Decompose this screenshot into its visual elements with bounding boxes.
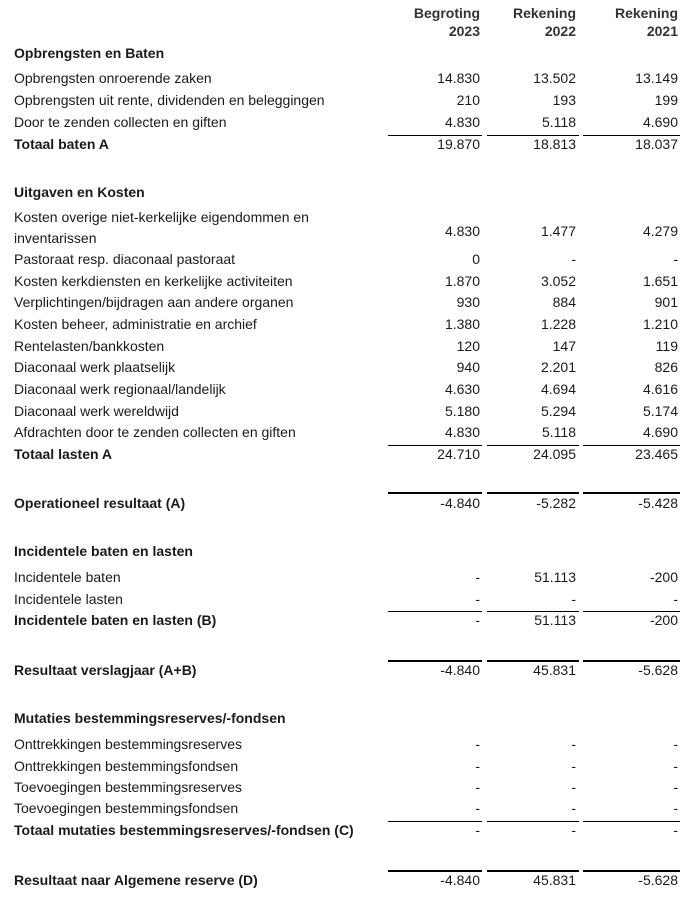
cell-value: - bbox=[571, 251, 576, 267]
table-row bbox=[14, 208, 678, 246]
table-row bbox=[14, 250, 678, 272]
cell-value: 18.813 bbox=[533, 136, 576, 152]
table-row bbox=[14, 380, 678, 402]
cell-value: 4.694 bbox=[540, 381, 576, 397]
subtotal-rule bbox=[583, 821, 680, 822]
cell-value: 940 bbox=[456, 359, 480, 375]
row-label bbox=[14, 778, 242, 796]
cell-value: - bbox=[673, 251, 678, 267]
cell-value: 14.830 bbox=[437, 70, 480, 86]
cell-value: 210 bbox=[456, 92, 480, 108]
cell-value: 0 bbox=[472, 251, 480, 267]
row-label-text: Opbrengsten en Baten bbox=[14, 45, 165, 61]
subtotal-rule bbox=[487, 821, 579, 822]
row-label bbox=[14, 821, 354, 839]
cell-value: 5.180 bbox=[444, 403, 480, 419]
cell-value: - bbox=[475, 822, 480, 838]
cell-value: - bbox=[673, 822, 678, 838]
cell-value: 19.870 bbox=[437, 136, 480, 152]
row-label-text: Kosten beheer, administratie en archief bbox=[14, 316, 257, 332]
row-label bbox=[14, 661, 196, 679]
cell-value: 147 bbox=[552, 338, 576, 354]
total-rule-thick bbox=[487, 492, 579, 494]
row-label bbox=[14, 611, 216, 629]
row-label-text: Diaconaal werk wereldwijd bbox=[14, 403, 179, 419]
row-label bbox=[14, 871, 258, 889]
cell-value: - bbox=[673, 800, 678, 816]
row-label-text: Onttrekkingen bestemmingsfondsen bbox=[14, 758, 239, 774]
row-label-text: Opbrengsten onroerende zaken bbox=[14, 70, 212, 86]
cell-value: 4.830 bbox=[444, 223, 480, 239]
table-row bbox=[14, 315, 678, 337]
cell-value: - bbox=[475, 569, 480, 585]
cell-value: - bbox=[673, 758, 678, 774]
cell-value: 4.616 bbox=[642, 381, 678, 397]
table-row bbox=[14, 494, 678, 516]
column-header-line2: 2023 bbox=[448, 23, 480, 39]
cell-value: -5.628 bbox=[638, 662, 678, 678]
row-label bbox=[14, 590, 123, 608]
subtotal-rule bbox=[388, 611, 482, 612]
subtotal-rule bbox=[583, 611, 680, 612]
table-row bbox=[14, 709, 678, 731]
row-label-text: Door te zenden collecten en giften bbox=[14, 114, 227, 130]
table-row bbox=[14, 293, 678, 315]
cell-value: 4.830 bbox=[444, 424, 480, 440]
row-label-text: Totaal lasten A bbox=[14, 446, 113, 462]
cell-value: - bbox=[673, 779, 678, 795]
cell-value: - bbox=[571, 779, 576, 795]
table-row bbox=[14, 44, 678, 66]
row-label-text: Incidentele baten en lasten bbox=[14, 543, 193, 559]
cell-value: 884 bbox=[552, 294, 576, 310]
row-label-text: Toevoegingen bestemmingsreserves bbox=[14, 779, 243, 795]
cell-value: -4.840 bbox=[440, 495, 480, 511]
row-label-text-line2: inventarissen bbox=[14, 230, 97, 246]
row-label-text: Rentelasten/bankkosten bbox=[14, 338, 165, 354]
total-rule-thick bbox=[487, 870, 579, 872]
cell-value: 120 bbox=[456, 338, 480, 354]
total-rule-thick bbox=[388, 492, 482, 494]
cell-value: 24.710 bbox=[437, 446, 480, 462]
table-row bbox=[14, 402, 678, 424]
cell-value: 18.037 bbox=[635, 136, 678, 152]
cell-value: 23.465 bbox=[635, 446, 678, 462]
cell-value: 2.201 bbox=[540, 359, 576, 375]
row-label bbox=[14, 135, 109, 153]
cell-value: - bbox=[475, 779, 480, 795]
cell-value: -5.628 bbox=[638, 872, 678, 888]
cell-value: 119 bbox=[655, 338, 678, 354]
row-label bbox=[14, 113, 226, 131]
row-label-text: Totaal baten A bbox=[14, 136, 109, 152]
row-label-text: Operationeel resultaat (A) bbox=[14, 495, 186, 511]
cell-value: - bbox=[571, 758, 576, 774]
cell-value: - bbox=[571, 822, 576, 838]
column-header-line1: Rekening bbox=[512, 5, 576, 21]
cell-value: -200 bbox=[649, 612, 678, 628]
cell-value: 5.118 bbox=[542, 114, 576, 130]
subtotal-rule bbox=[487, 611, 579, 612]
subtotal-rule bbox=[583, 445, 680, 446]
row-label-text: Pastoraat resp. diaconaal pastoraat bbox=[14, 251, 236, 267]
table-row bbox=[14, 272, 678, 294]
total-rule-thick bbox=[583, 492, 680, 494]
cell-value: 930 bbox=[456, 294, 480, 310]
table-row bbox=[14, 337, 678, 359]
row-label bbox=[14, 272, 293, 290]
row-label-text: Resultaat verslagjaar (A+B) bbox=[14, 662, 197, 678]
cell-value: 1.228 bbox=[540, 316, 576, 332]
row-label-text: Onttrekkingen bestemmingsreserves bbox=[14, 736, 242, 752]
table-row bbox=[14, 778, 678, 800]
row-label-text: Kosten overige niet-kerkelijke eigendommen en bbox=[14, 209, 309, 225]
total-rule-thick bbox=[583, 870, 680, 872]
table-row bbox=[14, 445, 678, 467]
cell-value: 5.118 bbox=[542, 424, 576, 440]
row-label-text: Afdrachten door te zenden collecten en giften bbox=[14, 424, 296, 440]
row-label-text: Uitgaven en Kosten bbox=[14, 184, 145, 200]
table-row bbox=[14, 757, 678, 779]
cell-value: - bbox=[571, 736, 576, 752]
cell-value: - bbox=[673, 591, 678, 607]
cell-value: 4.690 bbox=[642, 114, 678, 130]
cell-value: -200 bbox=[649, 569, 678, 585]
cell-value: - bbox=[475, 591, 480, 607]
row-label-text: Opbrengsten uit rente, dividenden en beleggingen bbox=[14, 92, 325, 108]
row-label bbox=[14, 799, 238, 817]
row-label bbox=[14, 315, 257, 333]
table-row bbox=[14, 799, 678, 821]
cell-value: 4.630 bbox=[444, 381, 480, 397]
row-label bbox=[14, 337, 164, 355]
row-label-text: Kosten kerkdiensten en kerkelijke activiteiten bbox=[14, 273, 293, 289]
table-row bbox=[14, 69, 678, 91]
table-row bbox=[14, 568, 678, 590]
cell-value: 4.279 bbox=[642, 223, 678, 239]
row-label bbox=[14, 542, 193, 560]
cell-value: 193 bbox=[552, 92, 576, 108]
row-label-text: Incidentele baten bbox=[14, 569, 121, 585]
cell-value: 1.477 bbox=[540, 223, 576, 239]
row-label bbox=[14, 250, 235, 268]
column-header-line2: 2021 bbox=[646, 23, 678, 39]
cell-value: -4.840 bbox=[440, 662, 480, 678]
table-row bbox=[14, 611, 678, 633]
row-label-text: Diaconaal werk regionaal/landelijk bbox=[14, 381, 226, 397]
cell-value: - bbox=[475, 612, 480, 628]
row-label bbox=[14, 494, 185, 512]
table-row bbox=[14, 183, 678, 205]
row-label-text: Incidentele baten en lasten (B) bbox=[14, 612, 217, 628]
row-label bbox=[14, 445, 112, 463]
column-header-rekening-2021 bbox=[588, 4, 678, 40]
row-label bbox=[14, 735, 242, 753]
total-rule-thick bbox=[583, 660, 680, 662]
row-label-text: Diaconaal werk plaatselijk bbox=[14, 359, 176, 375]
table-row bbox=[14, 113, 678, 135]
cell-value: - bbox=[475, 736, 480, 752]
row-label bbox=[14, 568, 121, 586]
row-label bbox=[14, 44, 164, 62]
table-row bbox=[14, 423, 678, 445]
row-label bbox=[14, 423, 296, 441]
cell-value: 1.870 bbox=[444, 273, 480, 289]
cell-value: 199 bbox=[654, 92, 678, 108]
column-header-begroting-2023 bbox=[390, 4, 480, 40]
cell-value: 3.052 bbox=[540, 273, 576, 289]
cell-value: 5.294 bbox=[540, 403, 576, 419]
cell-value: - bbox=[475, 758, 480, 774]
cell-value: 1.380 bbox=[444, 316, 480, 332]
row-label bbox=[14, 69, 212, 87]
row-label bbox=[14, 91, 325, 109]
cell-value: - bbox=[673, 736, 678, 752]
cell-value: 51.113 bbox=[534, 569, 576, 585]
total-rule-thick bbox=[388, 660, 482, 662]
cell-value: 4.830 bbox=[444, 114, 480, 130]
table-row bbox=[14, 135, 678, 157]
cell-value: 1.210 bbox=[642, 316, 678, 332]
row-label-text: Resultaat naar Algemene reserve (D) bbox=[14, 872, 258, 888]
cell-value: 4.690 bbox=[642, 424, 678, 440]
row-label bbox=[14, 709, 286, 727]
table-row bbox=[14, 871, 678, 893]
row-label bbox=[14, 757, 238, 775]
table-row bbox=[14, 821, 678, 843]
table-row bbox=[14, 661, 678, 683]
cell-value: -5.282 bbox=[536, 495, 576, 511]
row-label-text: Incidentele lasten bbox=[14, 591, 123, 607]
cell-value: 13.149 bbox=[635, 70, 678, 86]
cell-value: 13.502 bbox=[533, 70, 576, 86]
table-row bbox=[14, 542, 678, 564]
row-label bbox=[14, 208, 309, 247]
column-header-rekening-2022 bbox=[486, 4, 576, 40]
column-header-line2: 2022 bbox=[544, 23, 576, 39]
row-label bbox=[14, 402, 179, 420]
cell-value: - bbox=[571, 591, 576, 607]
cell-value: 45.831 bbox=[533, 662, 576, 678]
cell-value: - bbox=[571, 800, 576, 816]
cell-value: -5.428 bbox=[638, 495, 678, 511]
row-label-text: Totaal mutaties bestemmingsreserves/-fondsen (C) bbox=[14, 822, 354, 838]
cell-value: 24.095 bbox=[533, 446, 576, 462]
row-label bbox=[14, 183, 145, 201]
subtotal-rule bbox=[388, 445, 482, 446]
row-label bbox=[14, 358, 175, 376]
cell-value: 51.113 bbox=[534, 612, 576, 628]
total-rule-thick bbox=[487, 660, 579, 662]
cell-value: 5.174 bbox=[642, 403, 678, 419]
total-rule-thick bbox=[388, 870, 482, 872]
cell-value: 901 bbox=[654, 294, 678, 310]
subtotal-rule bbox=[583, 135, 680, 136]
table-row bbox=[14, 358, 678, 380]
cell-value: -4.840 bbox=[440, 872, 480, 888]
subtotal-rule bbox=[388, 821, 482, 822]
table-row bbox=[14, 735, 678, 757]
cell-value: 826 bbox=[654, 359, 678, 375]
cell-value: 45.831 bbox=[533, 872, 576, 888]
table-row bbox=[14, 590, 678, 612]
row-label-text: Mutaties bestemmingsreserves/-fondsen bbox=[14, 710, 286, 726]
row-label bbox=[14, 293, 293, 311]
subtotal-rule bbox=[388, 135, 482, 136]
table-row bbox=[14, 91, 678, 113]
row-label-text: Verplichtingen/bijdragen aan andere organen bbox=[14, 294, 294, 310]
cell-value: - bbox=[475, 800, 480, 816]
row-label bbox=[14, 380, 226, 398]
cell-value: 1.651 bbox=[642, 273, 678, 289]
column-header-line1: Rekening bbox=[614, 5, 678, 21]
subtotal-rule bbox=[487, 445, 579, 446]
column-header-line1: Begroting bbox=[413, 5, 480, 21]
row-label-text: Toevoegingen bestemmingsfondsen bbox=[14, 800, 239, 816]
subtotal-rule bbox=[487, 135, 579, 136]
